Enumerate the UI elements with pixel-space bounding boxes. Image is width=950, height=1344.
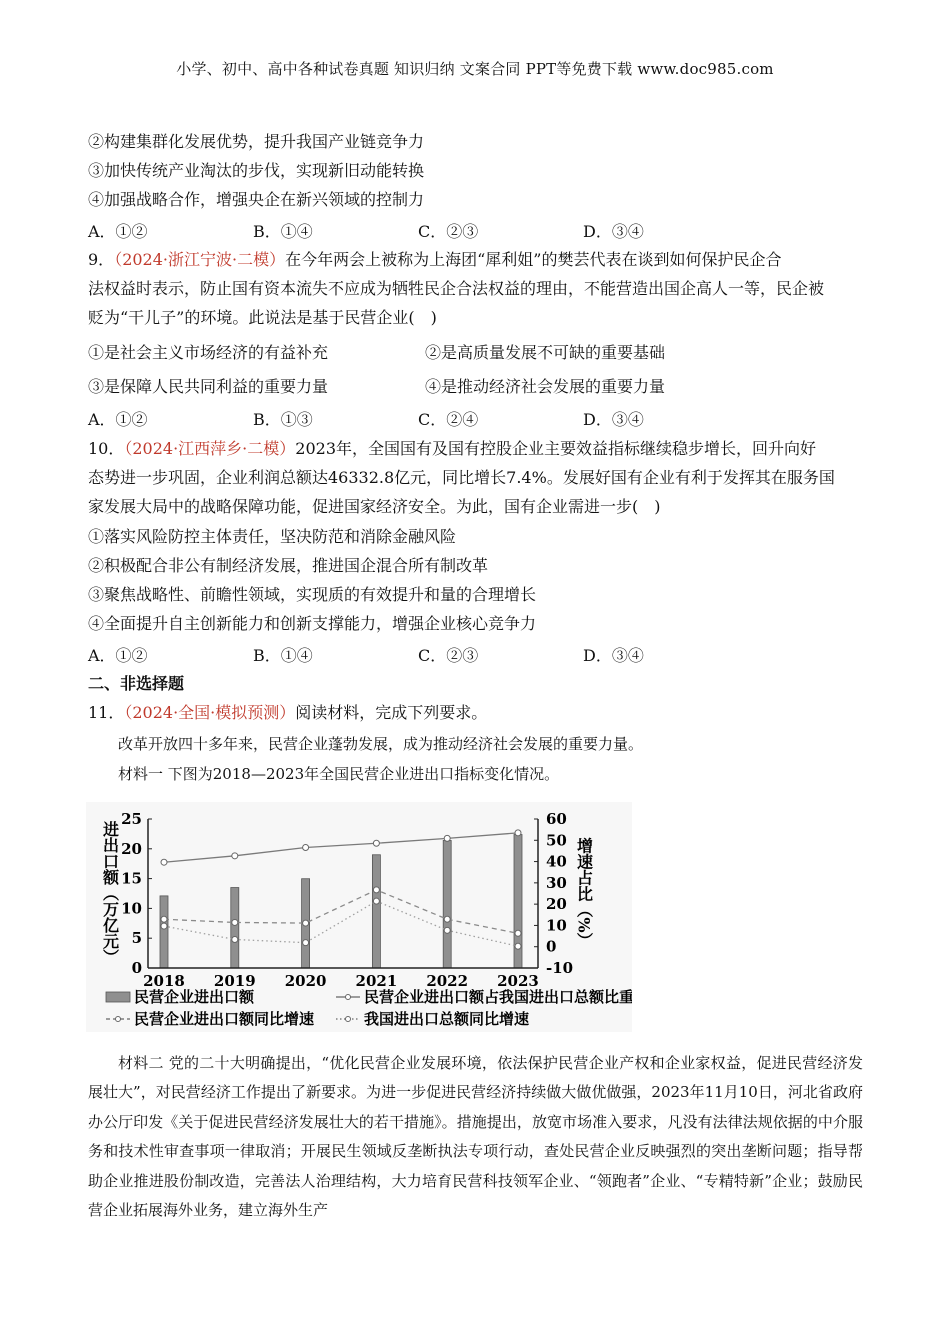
q10-option-d[interactable]: D．③④ xyxy=(583,646,644,665)
q10-item-3: ③聚焦战略性、前瞻性领域，实现质的有效提升和量的合理增长 xyxy=(88,585,537,604)
series-point-dotted xyxy=(444,927,450,933)
left-tick-label: 5 xyxy=(131,929,142,948)
q10-stem-line-3: 家发展大局中的战略保障功能，促进国家经济安全。为此，国有企业需进一步( ) xyxy=(88,497,661,516)
section-title: 二、非选择题 xyxy=(88,674,185,693)
q11-intro: 改革开放四十多年来，民营企业蓬勃发展，成为推动经济社会发展的重要力量。 xyxy=(118,735,644,753)
series-point-dashed xyxy=(515,930,521,936)
q10-stem-1: 2023年，全国国有及国有控股企业主要效益指标继续稳步增长，回升向好 xyxy=(295,439,817,458)
page-header: 小学、初中、高中各种试卷真题 知识归纳 文案合同 PPT等免费下载 www.doc985.com xyxy=(176,60,774,78)
q11-stem: 阅读材料，完成下列要求。 xyxy=(295,703,488,722)
q11-source: （2024·全国·模拟预测） xyxy=(124,703,296,722)
series-point-dotted xyxy=(161,923,167,929)
series-point-line xyxy=(444,835,450,841)
q9-options xyxy=(88,407,788,427)
left-tick-label: 0 xyxy=(131,959,142,977)
chart-svg xyxy=(86,802,632,1032)
q8-item-2: ②构建集群化发展优势，提升我国产业链竞争力 xyxy=(88,132,425,151)
q8-option-b[interactable]: B．①④ xyxy=(253,222,313,241)
q8-option-d[interactable]: D．③④ xyxy=(583,222,644,241)
x-tick-label: 2021 xyxy=(355,972,398,990)
right-axis-title: 增速占比（%） xyxy=(574,837,594,949)
q10-number: 10． xyxy=(88,439,125,458)
right-tick-label: 20 xyxy=(546,895,567,914)
q9-option-d[interactable]: D．③④ xyxy=(583,410,644,429)
q10-option-b[interactable]: B．①④ xyxy=(253,646,313,665)
bar-2022 xyxy=(443,840,451,968)
bar-2019 xyxy=(231,888,239,968)
q9-option-c[interactable]: C．②④ xyxy=(418,410,479,429)
q8-item-4: ④加强战略合作，增强央企在新兴领域的控制力 xyxy=(88,190,425,209)
q10-stem-line-2: 态势进一步巩固，企业利润总额达46332.8亿元，同比增长7.4%。发展好国有企业有利于发挥其在服务国 xyxy=(88,468,835,487)
series-point-line xyxy=(515,830,521,836)
series-point-dotted xyxy=(373,898,379,904)
legend-marker-line xyxy=(346,995,351,1000)
left-tick-label: 10 xyxy=(121,899,142,918)
q9-item-3: ③是保障人民共同利益的重要力量 xyxy=(88,377,329,396)
legend-marker-dashed xyxy=(116,1017,121,1022)
series-point-dashed xyxy=(303,920,309,926)
x-tick-label: 2022 xyxy=(426,972,469,990)
q9-stem-1: 在今年两会上被称为上海团“犀利姐”的樊芸代表在谈到如何保护民企合 xyxy=(285,250,782,269)
q8-option-a[interactable]: A．①② xyxy=(88,222,148,241)
q11-stem-line xyxy=(88,703,487,723)
q10-item-2: ②积极配合非公有制经济发展，推进国企混合所有制改革 xyxy=(88,556,489,575)
series-point-dashed xyxy=(373,887,379,893)
right-tick-label: 50 xyxy=(546,831,567,850)
bar-2021 xyxy=(372,855,380,968)
right-tick-label: 60 xyxy=(546,810,567,828)
left-tick-label: 15 xyxy=(121,869,142,888)
q10-option-a[interactable]: A．①② xyxy=(88,646,148,665)
q8-options xyxy=(88,219,788,239)
right-tick-label: 30 xyxy=(546,873,567,892)
q11-material-1: 材料一 下图为2018—2023年全国民营企业进出口指标变化情况。 xyxy=(118,765,560,783)
legend-label: 民营企业进出口额同比增速 xyxy=(134,1010,315,1028)
q11-material-2: 材料二 党的二十大明确提出，“优化民营企业发展环境，依法保护民营企业产权和企业家权益，促进民营经济发展壮大”，对民营经济工作提出了新要求。为进一步促进民营经济持续做大做优做强，2023年11月10日，河北省政府办公厅印发《关于促进民营经济发展壮大的若干措施》。措施提出，放宽市场准入要求，凡没有法律法规依据的中介服务和技术性审查事项一律取消；开展民生领域反垄断执法专项行动，查处民营企业反映强烈的突出垄断问题；指导帮助企业推进股份制改造，完善法人治理结构，大力培育民营科技领军企业、“领跑者”企业、“专精特新”企业；鼓励民营企业拓展海外业务，建立海外生产 xyxy=(88,1054,863,1220)
q9-stem-line-3: 贬为“干儿子”的环境。此说法是基于民营企业( ) xyxy=(88,308,437,327)
left-axis-title: 进出口额（万亿元） xyxy=(100,821,120,965)
q9-source: （2024·浙江宁波·二模） xyxy=(114,250,286,269)
right-tick-label: -10 xyxy=(546,959,574,977)
series-point-dotted xyxy=(232,936,238,942)
series-point-dashed xyxy=(444,916,450,922)
export-import-chart xyxy=(86,802,632,1032)
series-point-line xyxy=(373,840,379,846)
right-tick-label: 10 xyxy=(546,916,567,935)
q10-stem-line-1 xyxy=(88,439,816,459)
q8-option-c[interactable]: C．②③ xyxy=(418,222,479,241)
q9-option-a[interactable]: A．①② xyxy=(88,410,148,429)
x-tick-label: 2018 xyxy=(143,972,185,990)
right-tick-label: 0 xyxy=(546,937,557,956)
legend-label: 我国进出口总额同比增速 xyxy=(364,1010,530,1028)
q9-item-2: ②是高质量发展不可缺的重要基础 xyxy=(425,343,666,362)
right-tick-label: 40 xyxy=(546,852,567,871)
x-tick-label: 2019 xyxy=(213,972,256,990)
left-tick-label: 25 xyxy=(121,810,142,828)
q10-source: （2024·江西萍乡·二模） xyxy=(124,439,296,458)
series-point-line xyxy=(232,853,238,859)
q9-stem-line-2: 法权益时表示，防止国有资本流失不应成为牺牲民企合法权益的理由，不能营造出国企高人一等，民企被 xyxy=(88,279,825,298)
x-tick-label: 2023 xyxy=(497,972,539,990)
q10-item-4: ④全面提升自主创新能力和创新支撑能力，增强企业核心竞争力 xyxy=(88,614,537,633)
series-point-line xyxy=(303,845,309,851)
series-point-dashed xyxy=(161,916,167,922)
q9-number: 9． xyxy=(88,250,115,269)
legend-label: 民营企业进出口额 xyxy=(134,988,255,1006)
series-point-dashed xyxy=(232,919,238,925)
q10-item-1: ①落实风险防控主体责任，坚决防范和消除金融风险 xyxy=(88,527,457,546)
legend-swatch-bar xyxy=(106,992,130,1002)
series-point-dotted xyxy=(515,943,521,949)
left-tick-label: 20 xyxy=(121,839,142,858)
q10-option-c[interactable]: C．②③ xyxy=(418,646,479,665)
q10-options xyxy=(88,643,788,663)
q8-item-3: ③加快传统产业淘汰的步伐，实现新旧动能转换 xyxy=(88,161,425,180)
series-point-dotted xyxy=(303,940,309,946)
bar-2018 xyxy=(160,896,168,968)
q9-item-1: ①是社会主义市场经济的有益补充 xyxy=(88,343,329,362)
legend-marker-dotted xyxy=(346,1017,351,1022)
legend-label: 民营企业进出口额占我国进出口总额比重 xyxy=(364,988,632,1006)
q9-stem-line-1 xyxy=(88,250,781,270)
q9-item-4: ④是推动经济社会发展的重要力量 xyxy=(425,377,666,396)
q11-number: 11． xyxy=(88,703,125,722)
x-tick-label: 2020 xyxy=(284,972,327,990)
q9-option-b[interactable]: B．①③ xyxy=(253,410,313,429)
series-point-line xyxy=(161,859,167,865)
